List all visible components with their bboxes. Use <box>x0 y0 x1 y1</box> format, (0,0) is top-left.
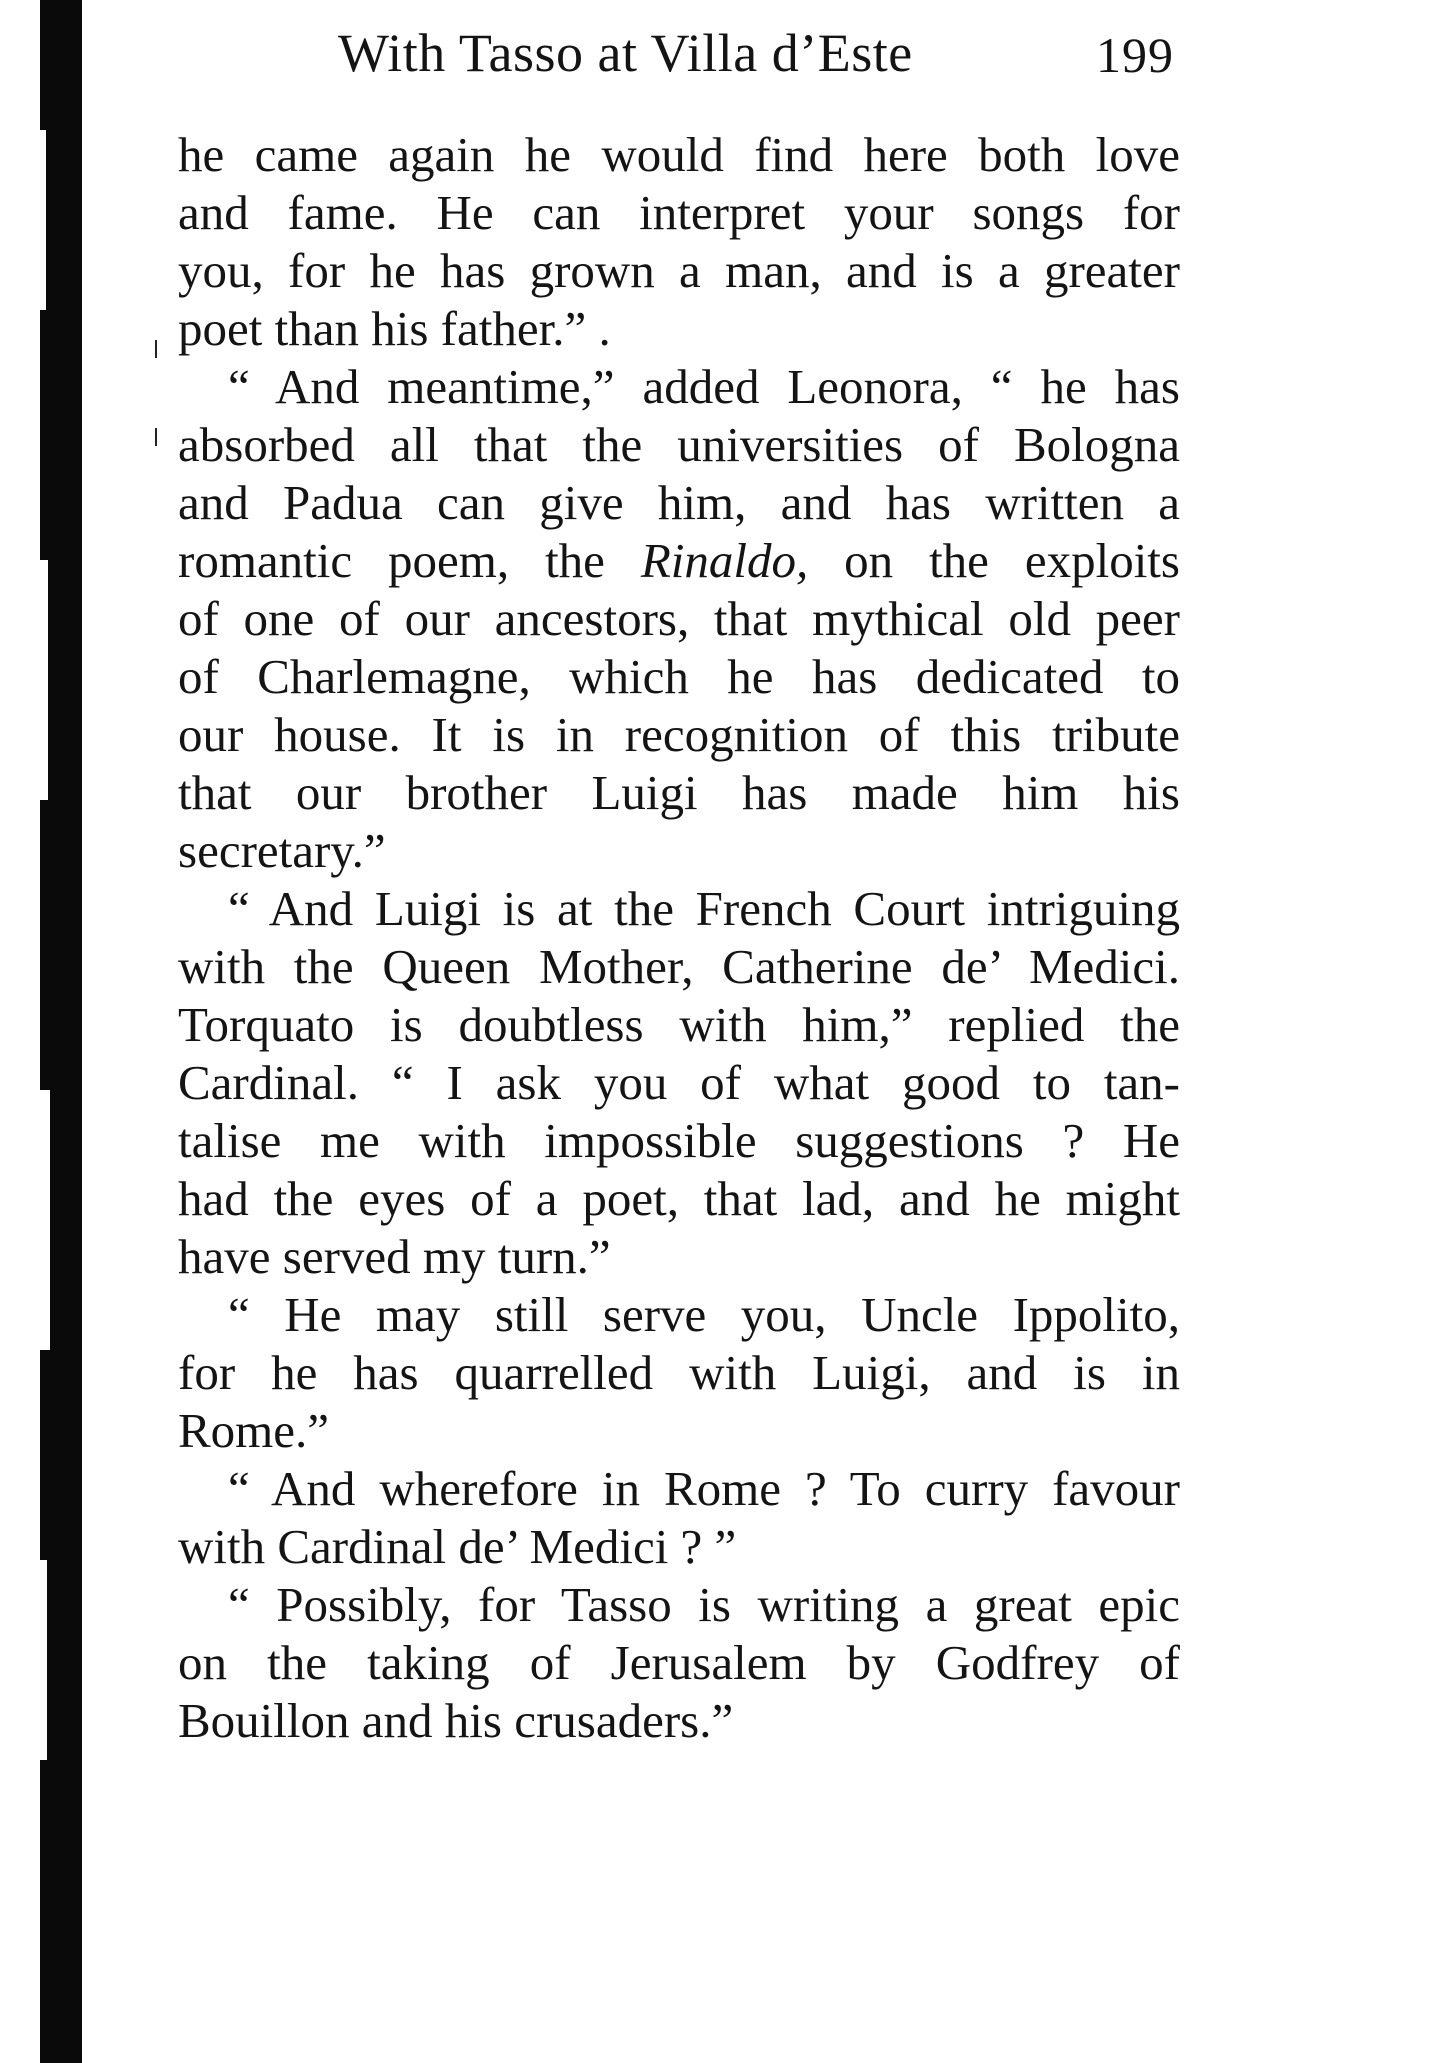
edge-notch <box>40 1560 47 1760</box>
page-number: 199 <box>1096 27 1174 83</box>
paragraph-start-line: “ Possibly, for Tasso is writing a great epic <box>228 1577 1180 1632</box>
body-text <box>178 126 1180 1750</box>
text-line: with Cardinal de’ Medici ? ” <box>178 1519 737 1574</box>
text-line: that our brother Luigi has made him his <box>178 765 1180 820</box>
text-line: talise me with impossible suggestions ? He <box>178 1113 1180 1168</box>
italic-title: Rinaldo, <box>640 533 809 588</box>
page-header <box>180 22 1180 92</box>
text-line: Cardinal. “ I ask you of what good to tan- <box>178 1055 1180 1110</box>
paragraph-start-line: “ He may still serve you, Uncle Ippolito, <box>228 1287 1180 1342</box>
text-line: and fame. He can interpret your songs for <box>178 185 1180 240</box>
text-line: and Padua can give him, and has written a <box>178 475 1180 530</box>
margin-mark <box>155 428 157 446</box>
text-line: of one of our ancestors, that mythical old peer <box>178 591 1180 646</box>
text-line: Rome.” <box>178 1403 330 1458</box>
margin-mark <box>155 340 157 358</box>
edge-notch <box>40 560 48 800</box>
paragraph-start-line: “ And Luigi is at the French Court intriguing <box>228 881 1180 936</box>
text-line: secretary.” <box>178 823 386 878</box>
text-line: on the taking of Jerusalem by Godfrey of <box>178 1635 1180 1690</box>
text-line: our house. It is in recognition of this tribute <box>178 707 1180 762</box>
text-line: Torquato is doubtless with him,” replied the <box>178 997 1180 1052</box>
text-run: romantic poem, the <box>178 533 641 588</box>
edge-notch <box>40 1090 50 1350</box>
scan-binding-edge <box>40 0 82 2063</box>
edge-notch <box>40 130 46 310</box>
text-line <box>178 532 1180 590</box>
text-line: for he has quarrelled with Luigi, and is in <box>178 1345 1180 1400</box>
paragraph-start-line: “ And wherefore in Rome ? To curry favour <box>228 1461 1180 1516</box>
text-line: he came again he would find here both love <box>178 127 1180 182</box>
text-line: have served my turn.” <box>178 1229 611 1284</box>
text-line: absorbed all that the universities of Bologna <box>178 417 1180 472</box>
text-line: poet than his father.” . <box>178 301 611 356</box>
text-line: you, for he has grown a man, and is a greater <box>178 243 1180 298</box>
paragraph-start-line: “ And meantime,” added Leonora, “ he has <box>228 359 1180 414</box>
text-line: Bouillon and his crusaders.” <box>178 1693 734 1748</box>
text-line: had the eyes of a poet, that lad, and he might <box>178 1171 1180 1226</box>
text-run: on the exploits <box>808 533 1180 588</box>
text-line: of Charlemagne, which he has dedicated to <box>178 649 1180 704</box>
text-line: with the Queen Mother, Catherine de’ Medici. <box>178 939 1180 994</box>
running-title: With Tasso at Villa d’Este <box>338 23 913 83</box>
